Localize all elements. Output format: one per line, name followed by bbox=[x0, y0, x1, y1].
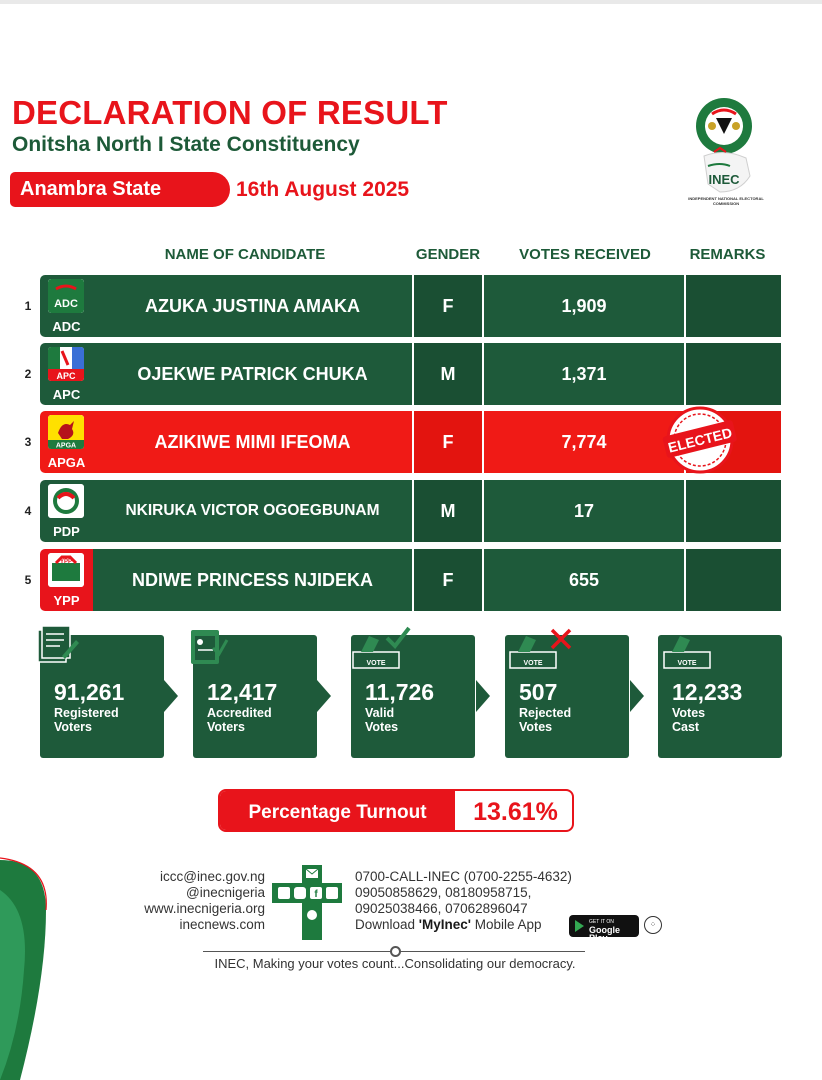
candidate-gender: F bbox=[414, 549, 482, 611]
election-date: 16th August 2025 bbox=[236, 178, 410, 201]
candidate-remark bbox=[686, 480, 781, 542]
candidate-gender: F bbox=[414, 275, 482, 337]
globe-icon bbox=[307, 910, 317, 920]
app-download-text: Download 'MyInec' Mobile App bbox=[355, 917, 542, 932]
candidate-remark bbox=[686, 343, 781, 405]
email-link[interactable]: iccc@inec.gov.ng bbox=[159, 869, 265, 884]
candidate-name: NDIWE PRINCESS NJIDEKA bbox=[93, 549, 412, 611]
inec-full-name: INDEPENDENT NATIONAL ELECTORAL COMMISSION bbox=[688, 196, 764, 206]
candidate-votes: 1,909 bbox=[484, 275, 684, 337]
svg-text:VOTE: VOTE bbox=[366, 660, 386, 667]
play-store-icon bbox=[575, 920, 584, 932]
header-gender: GENDER bbox=[415, 246, 481, 263]
party-abbreviation: PDP bbox=[53, 524, 80, 539]
ballot-box-icon bbox=[658, 626, 716, 670]
candidate-votes: 1,371 bbox=[484, 343, 684, 405]
row-number: 2 bbox=[24, 367, 32, 381]
call-line[interactable]: 0700-CALL-INEC (0700-2255-4632) bbox=[355, 869, 572, 884]
percentage-turnout-box bbox=[218, 789, 574, 832]
constituency-subtitle: Onitsha North I State Constituency bbox=[12, 133, 360, 156]
candidate-name: AZUKA JUSTINA AMAKA bbox=[93, 275, 412, 337]
candidate-name: AZIKIWE MIMI IFEOMA bbox=[93, 411, 412, 473]
website-link[interactable]: www.inecnigeria.org bbox=[144, 901, 265, 916]
candidate-row bbox=[24, 275, 781, 337]
phone-numbers[interactable]: 09050858629, 08180958715, bbox=[355, 885, 532, 900]
svg-text:VOTE: VOTE bbox=[677, 660, 697, 667]
valid-vote-icon bbox=[347, 626, 413, 670]
turnout-value: 13.61% bbox=[473, 798, 558, 826]
candidate-votes: 7,774 bbox=[484, 411, 684, 473]
candidate-row bbox=[24, 480, 781, 542]
candidate-votes: 17 bbox=[484, 480, 684, 542]
candidate-remark bbox=[686, 275, 781, 337]
ypp-logo-icon bbox=[48, 553, 84, 587]
party-abbreviation: APGA bbox=[47, 455, 86, 470]
party-logo bbox=[40, 343, 93, 405]
header-candidate: NAME OF CANDIDATE bbox=[164, 246, 326, 263]
stat-value: 91,261 bbox=[54, 679, 125, 705]
arrow-icon bbox=[476, 680, 490, 712]
blackberry-icon[interactable]: ⁘ bbox=[644, 916, 662, 934]
party-logo bbox=[40, 480, 93, 542]
page-title: DECLARATION OF RESULT bbox=[12, 94, 448, 131]
arrow-icon bbox=[317, 680, 331, 712]
row-number: 5 bbox=[24, 573, 32, 587]
twitter-icon bbox=[278, 887, 290, 899]
rejected-vote-icon bbox=[502, 626, 578, 670]
stat-label: Votes Cast bbox=[672, 706, 706, 734]
adc-logo-icon bbox=[48, 279, 84, 313]
elected-stamp-icon bbox=[660, 404, 740, 476]
candidate-remark bbox=[686, 549, 781, 611]
social-icons-cross bbox=[272, 865, 342, 940]
svg-text:ADC: ADC bbox=[54, 298, 78, 310]
state-label: Anambra State bbox=[10, 172, 230, 207]
party-abbreviation: ADC bbox=[52, 319, 81, 334]
arrow-icon bbox=[630, 680, 644, 712]
turnout-label: Percentage Turnout bbox=[220, 791, 455, 832]
header-remarks: REMARKS bbox=[689, 246, 766, 263]
google-play-button[interactable]: GET IT ON Google Play bbox=[569, 915, 639, 937]
stat-value: 12,233 bbox=[672, 679, 743, 705]
svg-text:f: f bbox=[314, 889, 318, 900]
row-number: 1 bbox=[24, 299, 32, 313]
stat-value: 507 bbox=[519, 679, 558, 705]
apc-logo-icon bbox=[48, 347, 84, 381]
svg-text:VOTE: VOTE bbox=[523, 660, 543, 667]
tagline: INEC, Making your votes count...Consolidating our democracy. bbox=[214, 956, 576, 971]
svg-text:APC: APC bbox=[56, 371, 76, 381]
phone-icon bbox=[326, 887, 338, 899]
elected-label: ELECTED bbox=[666, 424, 734, 456]
apga-logo-icon bbox=[48, 415, 84, 449]
instagram-icon bbox=[294, 887, 306, 899]
row-number: 4 bbox=[24, 504, 32, 518]
stat-value: 12,417 bbox=[207, 679, 278, 705]
row-number: 3 bbox=[24, 435, 32, 449]
party-abbreviation: YPP bbox=[53, 593, 80, 608]
header-votes: VOTES RECEIVED bbox=[519, 246, 651, 263]
stat-label: Valid Votes bbox=[365, 706, 399, 734]
svg-text:APGA: APGA bbox=[55, 442, 77, 449]
top-border bbox=[0, 0, 822, 4]
candidate-votes: 655 bbox=[484, 549, 684, 611]
accreditation-icon bbox=[189, 628, 229, 668]
phone-numbers[interactable]: 09025038466, 07062896047 bbox=[355, 901, 528, 916]
candidate-row bbox=[24, 343, 781, 405]
candidate-row bbox=[24, 549, 781, 611]
svg-text:YPP: YPP bbox=[59, 559, 73, 565]
candidate-gender: M bbox=[414, 343, 482, 405]
party-abbreviation: APC bbox=[52, 387, 81, 402]
inec-logo-text: INEC bbox=[708, 172, 740, 187]
candidate-name: NKIRUKA VICTOR OGOEGBUNAM bbox=[93, 480, 412, 542]
stat-label: Rejected Votes bbox=[519, 706, 572, 734]
stat-value: 11,726 bbox=[365, 679, 435, 705]
candidate-gender: F bbox=[414, 411, 482, 473]
candidate-name: OJEKWE PATRICK CHUKA bbox=[93, 343, 412, 405]
news-link[interactable]: inecnews.com bbox=[179, 917, 265, 932]
stat-label: Accredited Voters bbox=[207, 706, 272, 734]
stat-label: Registered Voters bbox=[54, 706, 119, 734]
party-logo bbox=[40, 411, 93, 473]
pdp-logo-icon bbox=[48, 484, 84, 518]
arrow-icon bbox=[164, 680, 178, 712]
social-handle[interactable]: @inecnigeria bbox=[186, 885, 265, 900]
register-icon bbox=[36, 626, 80, 666]
party-logo bbox=[40, 549, 93, 611]
contact-links bbox=[120, 869, 265, 933]
decorative-swoosh bbox=[0, 850, 80, 1080]
candidate-gender: M bbox=[414, 480, 482, 542]
party-logo bbox=[40, 275, 93, 337]
